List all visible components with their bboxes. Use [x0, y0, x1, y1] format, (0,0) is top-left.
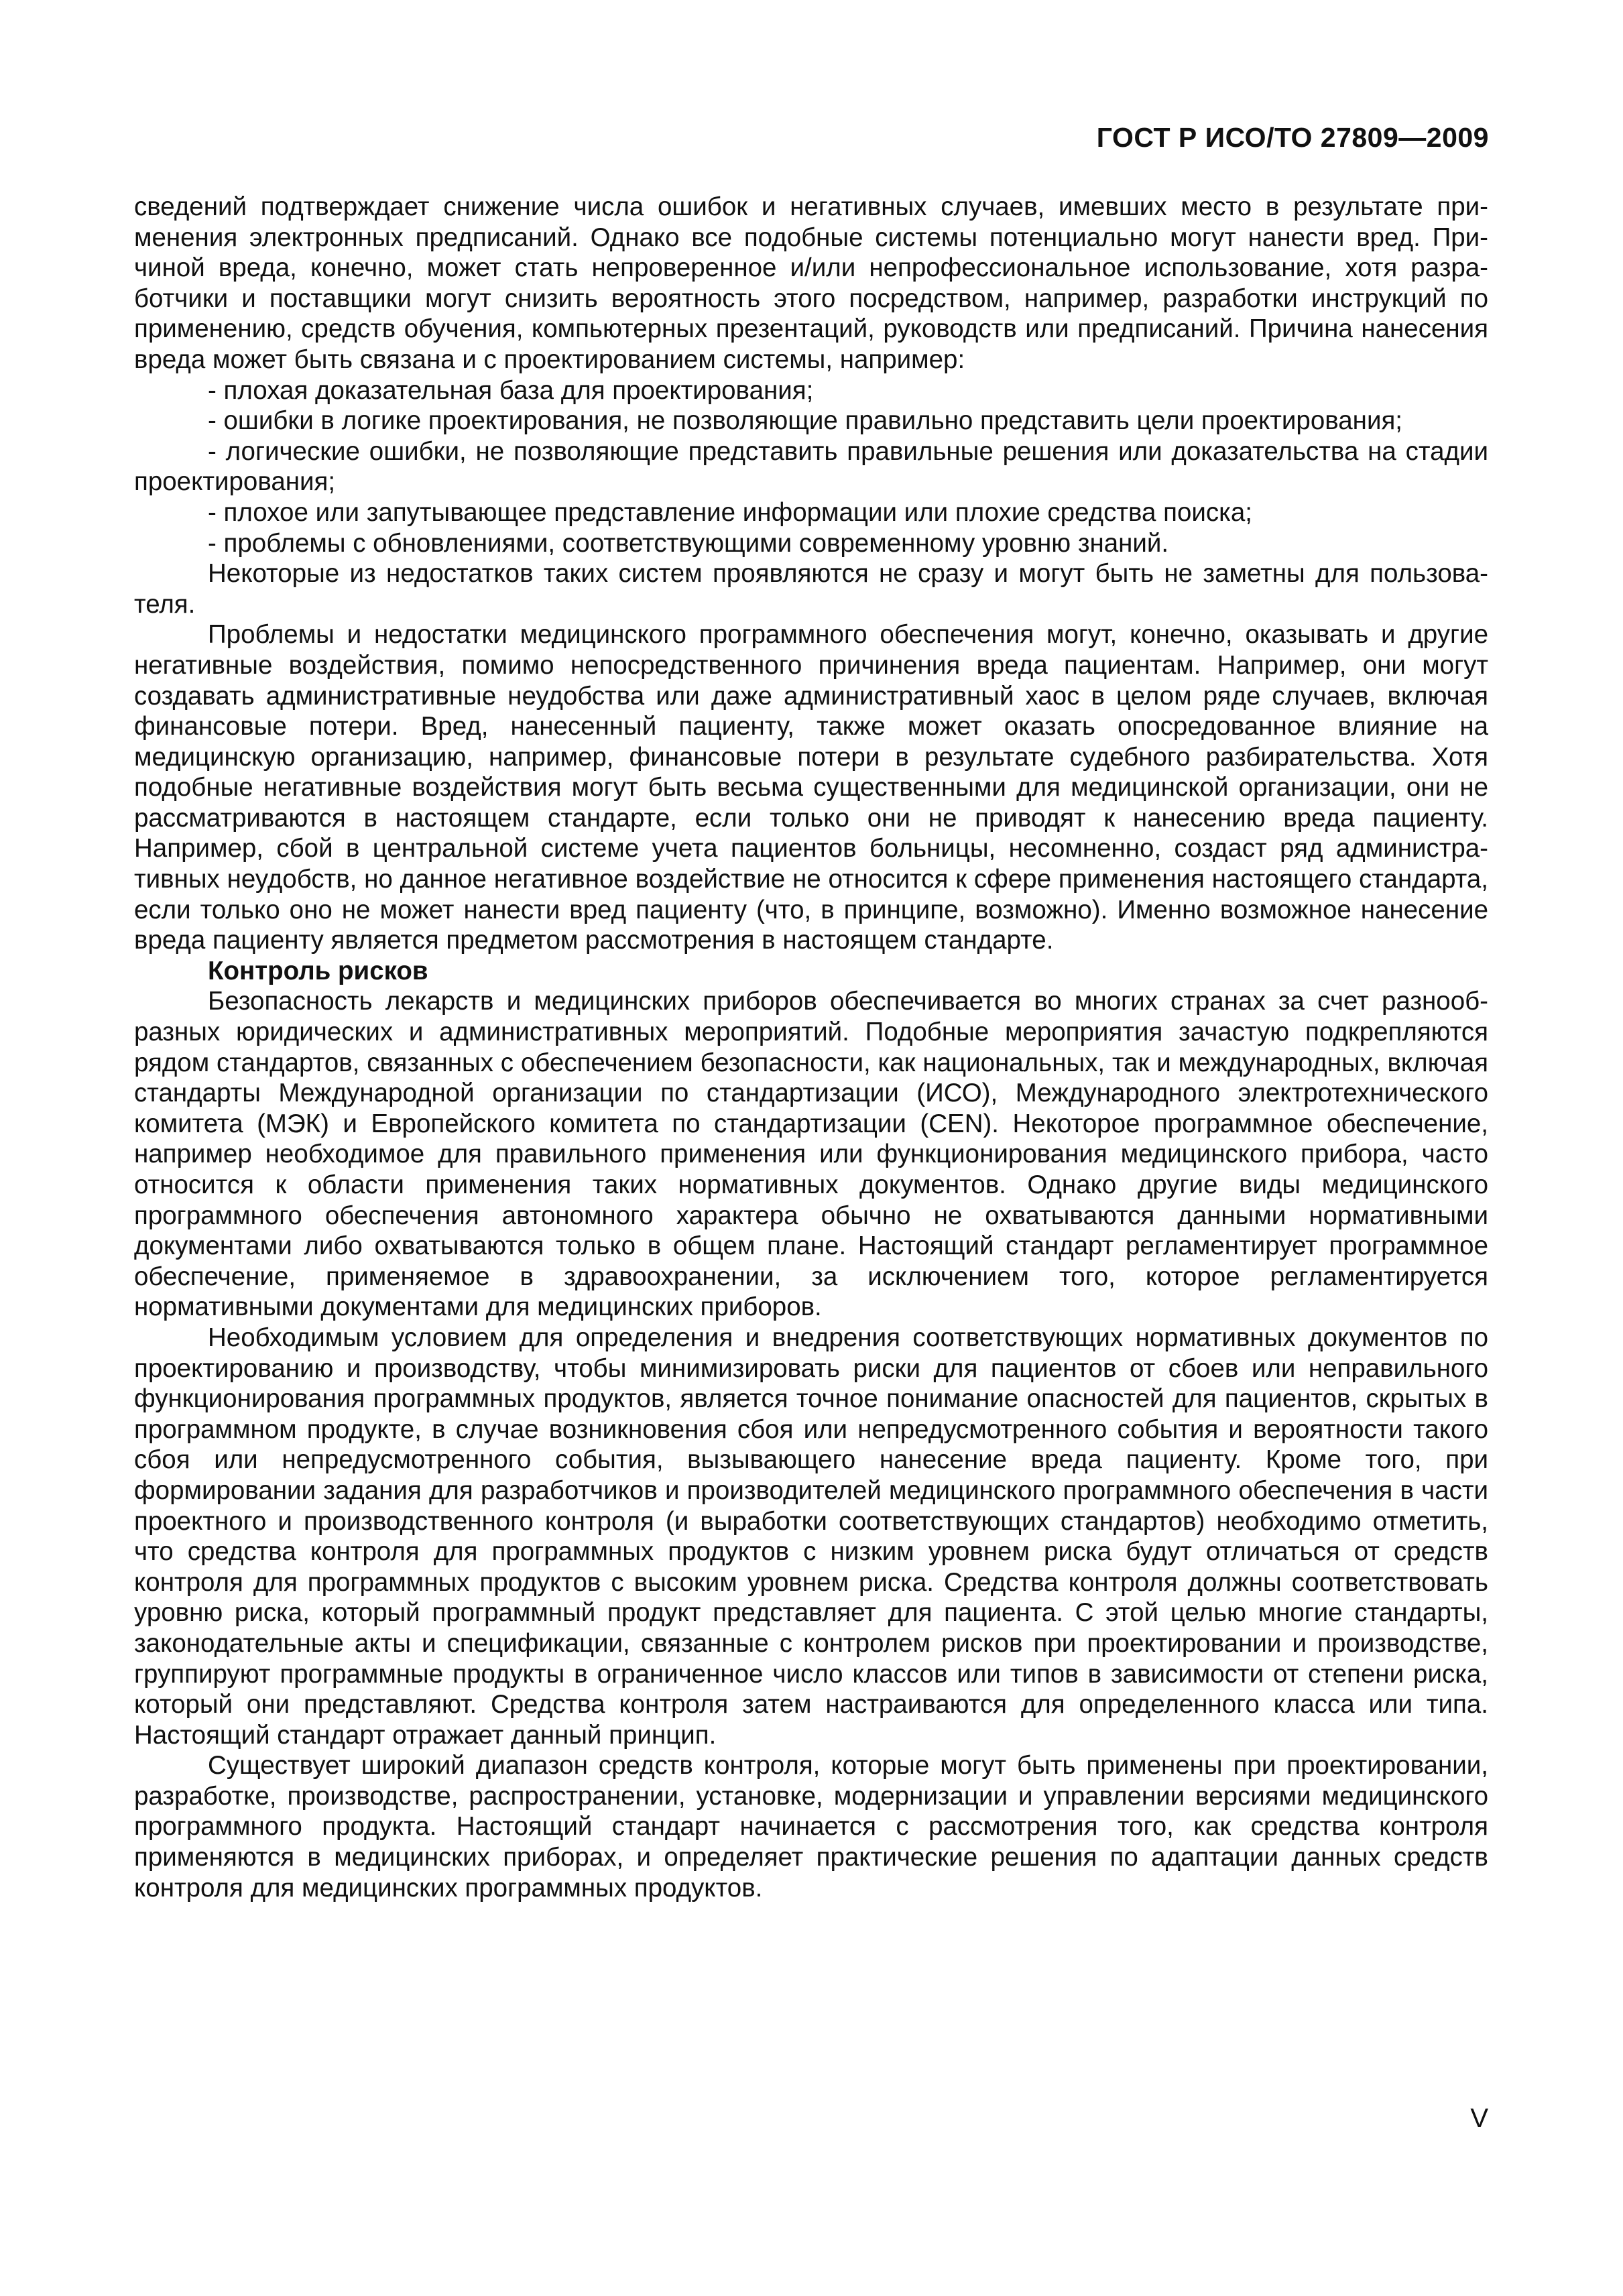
list-item: - логические ошибки, не позволяющие представить правильные решения или доказательства на стадии проектирования; — [134, 436, 1488, 497]
paragraph-hidden-defects: Некоторые из недостатков таких систем проявляются не сразу и могут быть не заметны для пользователя. — [134, 559, 1488, 619]
paragraph-safety-standards: Безопасность лекарств и медицинских приборов обеспечивается во многих странах за счет разнообразных юридических и административных мероприятий. Подобные мероприятия зачастую подкрепляются рядом стандартов, связанных с обеспечением безопасности, как национальных, так и международных, включая стандарты Международной организации по стандартизации (ИСО), Международного электротехнического комитета (МЭК) и Европейского комитета по стандартизации (CEN). Некоторое программное обеспечение, например необходимое для правильного применения или функционирования медицинского прибора, часто относится к области применения таких нормативных документов. Однако другие виды медицинского программного обеспечения автономного характера обычно не охватываются данными нормативными документами либо охватываются только в общем плане. Настоящий стандарт регламентирует программное обеспечение, применяемое в здравоохранении, за исключением того, которое регламентируется нормативными документами для медицинских приборов. — [134, 987, 1488, 1322]
paragraph-harm-causes: сведений подтверждает снижение числа ошибок и негативных случаев, имевших место в результате применения электронных предписаний. Однако все подобные системы потенциально могут нанести вред. Причиной вреда, конечно, может стать непроверенное и/или непрофессиональное использование, хотя разработчики и поставщики могут снизить вероятность этого посредством, например, разработки инструкций по применению, средств обучения, компьютерных презентаций, руководств или предписаний. Причина нанесения вреда может быть связана и с проектированием системы, например: — [134, 192, 1488, 374]
list-item: - плохая доказательная база для проектирования; — [208, 375, 814, 405]
paragraph-control-measures: Существует широкий диапазон средств контроля, которые могут быть применены при проектировании, разработке, производстве, распространении, установке, модернизации и управлении версиями медицинского программного продукта. Настоящий стандарт начинается с рассмотрения того, как средства контроля применяются в медицинских приборах, и определяет практические решения по адаптации данных средств контроля для медицинских программных продуктов. — [134, 1751, 1488, 1902]
document-body — [134, 192, 1488, 1903]
list-item: - плохое или запутывающее представление информации или плохие средства поиска; — [208, 497, 1252, 527]
paragraph-other-impacts: Проблемы и недостатки медицинского программного обеспечения могут, конечно, оказывать и другие негативные воздействия, помимо непосредственного причинения вреда пациентам. Например, они могут создавать административные неудобства или даже административный хаос в целом ряде случаев, включая финансовые потери. Вред, нанесенный пациенту, также может оказать опосредованное влияние на медицинскую организацию, например, финансовые потери в результате судебного разбирательства. Хотя подобные негативные воздействия могут быть весьма существенными для медицинской организации, они не рассматриваются в настоящем стандарте, если только они не приводят к нанесению вреда пациенту. Например, сбой в центральной системе учета пациентов больницы, несомненно, создаст ряд административных неудобств, но данное негативное воздействие не относится к сфере применения настоящего стандарта, если только оно не может нанести вред пациенту (что, в принципе, возможно). Именно возможное нанесение вреда пациенту является предметом рассмотрения в настоящем стандарте. — [134, 620, 1488, 955]
list-item: - проблемы с обновлениями, соответствующими современному уровню знаний. — [208, 528, 1169, 558]
document-header: ГОСТ Р ИСО/ТО 27809—2009 — [1096, 122, 1489, 153]
page-number: V — [1470, 2104, 1488, 2133]
section-heading: Контроль рисков — [208, 956, 428, 985]
paragraph-risk-classes: Необходимым условием для определения и внедрения соответствующих нормативных документов по проектированию и производству, чтобы минимизировать риски для пациентов от сбоев или неправильного функционирования программных продуктов, является точное понимание опасностей для пациентов, скрытых в программном продукте, в случае возникновения сбоя или непредусмотренного события и вероятности такого сбоя или непредусмотренного события, вызывающего нанесение вреда пациенту. Кроме того, при формировании задания для разработчиков и производителей медицинского программного обеспечения в части проектного и производственного контроля (и выработки соответствующих стандартов) необходимо отметить, что средства контроля для программных продуктов с низким уровнем риска будут отличаться от средств контроля для программных продуктов с высоким уровнем риска. Средства контроля должны соответствовать уровню риска, который программный продукт представляет для пациента. С этой целью многие стандарты, законодательные акты и спецификации, связанные с контролем рисков при проектировании и производстве, группируют программные продукты в ограниченное число классов или типов в зависимости от степени риска, который они представляют. Средства контроля затем настраиваются для определенного класса или типа. Настоящий стандарт отражает данный принцип. — [134, 1323, 1488, 1750]
list-item: - ошибки в логике проектирования, не позволяющие правильно представить цели проектирования; — [208, 406, 1402, 436]
